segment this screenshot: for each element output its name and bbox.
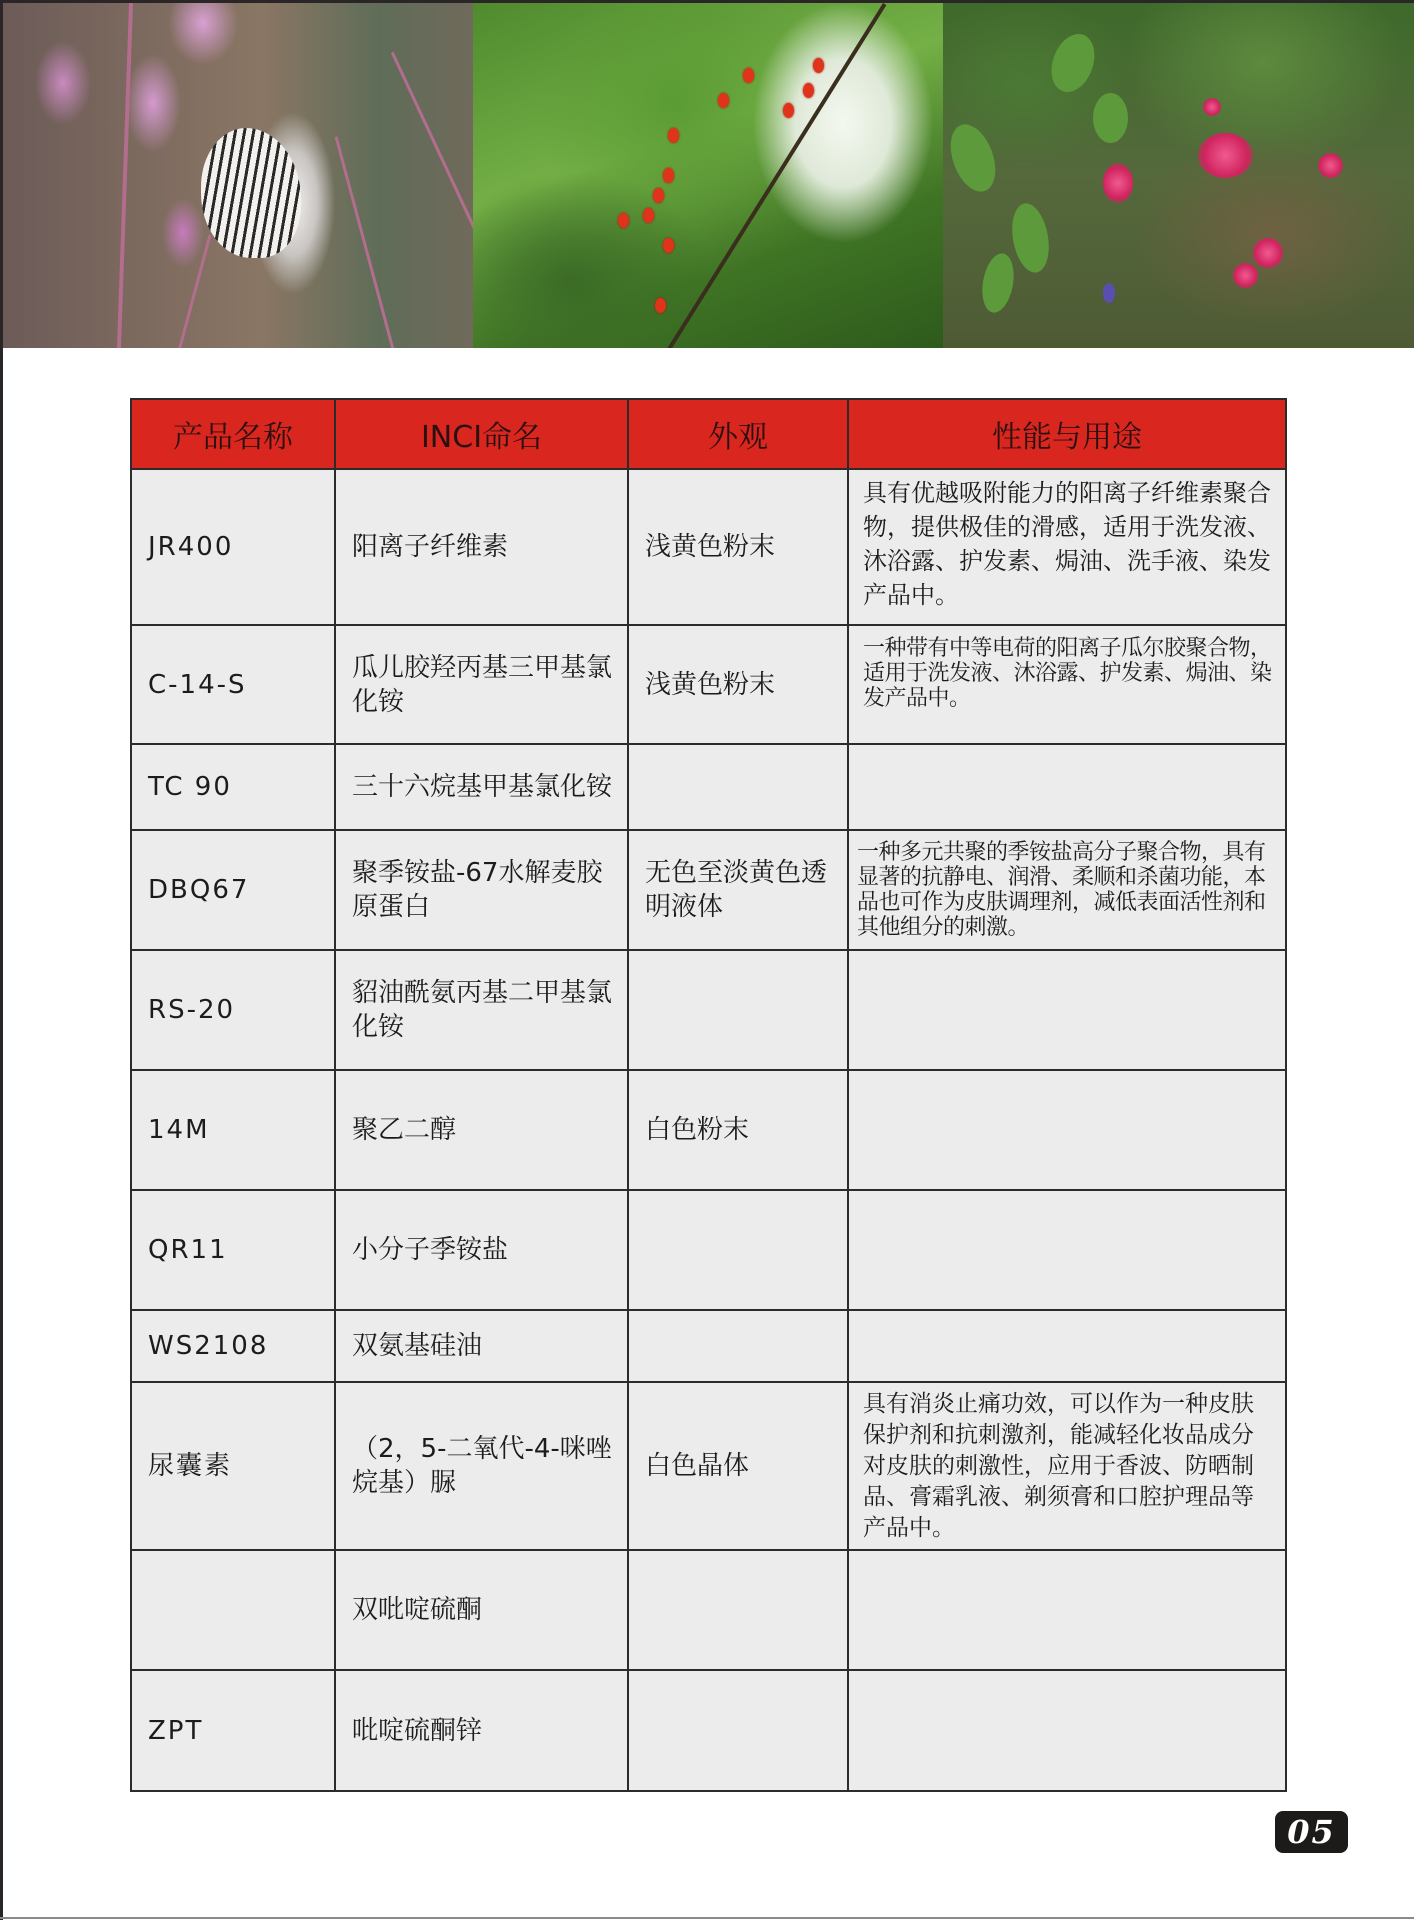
yew-branch-red-berries-photo — [473, 3, 943, 348]
cell-usage — [848, 950, 1286, 1070]
cell-appearance — [628, 1310, 848, 1382]
cell-inci: 瓜儿胶羟丙基三甲基氯化铵 — [335, 625, 628, 744]
cell-usage — [848, 1670, 1286, 1791]
cell-appearance — [628, 950, 848, 1070]
table-row — [131, 950, 1286, 1070]
cell-usage — [848, 1070, 1286, 1190]
pink-wildflower-meadow-photo — [943, 3, 1414, 348]
cell-usage — [848, 1190, 1286, 1310]
cell-inci: 三十六烷基甲基氯化铵 — [335, 744, 628, 830]
cell-product — [131, 1550, 335, 1670]
cell-usage: 具有优越吸附能力的阳离子纤维素聚合物，提供极佳的滑感，适用于洗发液、沐浴露、护发素、焗油、洗手液、染发产品中。 — [848, 469, 1286, 625]
table-row — [131, 469, 1286, 625]
cell-product: C-14-S — [131, 625, 335, 744]
photo-banner — [3, 3, 1414, 348]
cell-inci: 小分子季铵盐 — [335, 1190, 628, 1310]
cell-appearance — [628, 1190, 848, 1310]
cell-usage: 一种多元共聚的季铵盐高分子聚合物，具有显著的抗静电、润滑、柔顺和杀菌功能，本品也可作为皮肤调理剂，减低表面活性剂和其他组分的刺激。 — [848, 830, 1286, 950]
table-row — [131, 625, 1286, 744]
table-row — [131, 1382, 1286, 1550]
cell-appearance: 无色至淡黄色透明液体 — [628, 830, 848, 950]
cell-inci: （2，5-二氧代-4-咪唑烷基）脲 — [335, 1382, 628, 1550]
cell-inci: 聚乙二醇 — [335, 1070, 628, 1190]
cell-product: DBQ67 — [131, 830, 335, 950]
cell-appearance — [628, 1550, 848, 1670]
cell-inci: 貂油酰氨丙基二甲基氯化铵 — [335, 950, 628, 1070]
cell-appearance: 浅黄色粉末 — [628, 469, 848, 625]
cell-inci: 吡啶硫酮锌 — [335, 1670, 628, 1791]
header-usage: 性能与用途 — [848, 399, 1286, 469]
cell-inci: 聚季铵盐-67水解麦胶原蛋白 — [335, 830, 628, 950]
table-row — [131, 1310, 1286, 1382]
table-row — [131, 830, 1286, 950]
table-row — [131, 1190, 1286, 1310]
table-row — [131, 1070, 1286, 1190]
table-row — [131, 1670, 1286, 1791]
header-inci-name: INCI命名 — [335, 399, 628, 469]
cell-usage — [848, 744, 1286, 830]
cell-appearance: 浅黄色粉末 — [628, 625, 848, 744]
table-row — [131, 744, 1286, 830]
cell-inci: 阳离子纤维素 — [335, 469, 628, 625]
cell-inci: 双氨基硅油 — [335, 1310, 628, 1382]
cell-usage: 具有消炎止痛功效，可以作为一种皮肤保护剂和抗刺激剂，能减轻化妆品成分对皮肤的刺激性，应用于香波、防晒制品、膏霜乳液、剃须膏和口腔护理品等产品中。 — [848, 1382, 1286, 1550]
cell-product: JR400 — [131, 469, 335, 625]
cell-appearance: 白色粉末 — [628, 1070, 848, 1190]
cell-usage — [848, 1550, 1286, 1670]
table-header-row — [131, 399, 1286, 469]
table-row — [131, 1550, 1286, 1670]
cell-product: RS-20 — [131, 950, 335, 1070]
page-number-badge: 05 — [1275, 1811, 1348, 1853]
butterfly-icon — [201, 128, 301, 258]
cell-usage — [848, 1310, 1286, 1382]
header-appearance: 外观 — [628, 399, 848, 469]
cell-product: WS2108 — [131, 1310, 335, 1382]
cell-product: QR11 — [131, 1190, 335, 1310]
cell-usage: 一种带有中等电荷的阳离子瓜尔胶聚合物，适用于洗发液、沐浴露、护发素、焗油、染发产品中。 — [848, 625, 1286, 744]
cell-product: TC 90 — [131, 744, 335, 830]
header-product-name: 产品名称 — [131, 399, 335, 469]
butterfly-on-fireweed-photo — [3, 3, 473, 348]
cell-appearance — [628, 744, 848, 830]
cell-product: 尿囊素 — [131, 1382, 335, 1550]
cell-appearance — [628, 1670, 848, 1791]
cell-product: 14M — [131, 1070, 335, 1190]
cell-inci: 双吡啶硫酮 — [335, 1550, 628, 1670]
page-bottom-border — [0, 1917, 1414, 1919]
cell-appearance: 白色晶体 — [628, 1382, 848, 1550]
cell-product: ZPT — [131, 1670, 335, 1791]
product-table — [130, 398, 1287, 1792]
